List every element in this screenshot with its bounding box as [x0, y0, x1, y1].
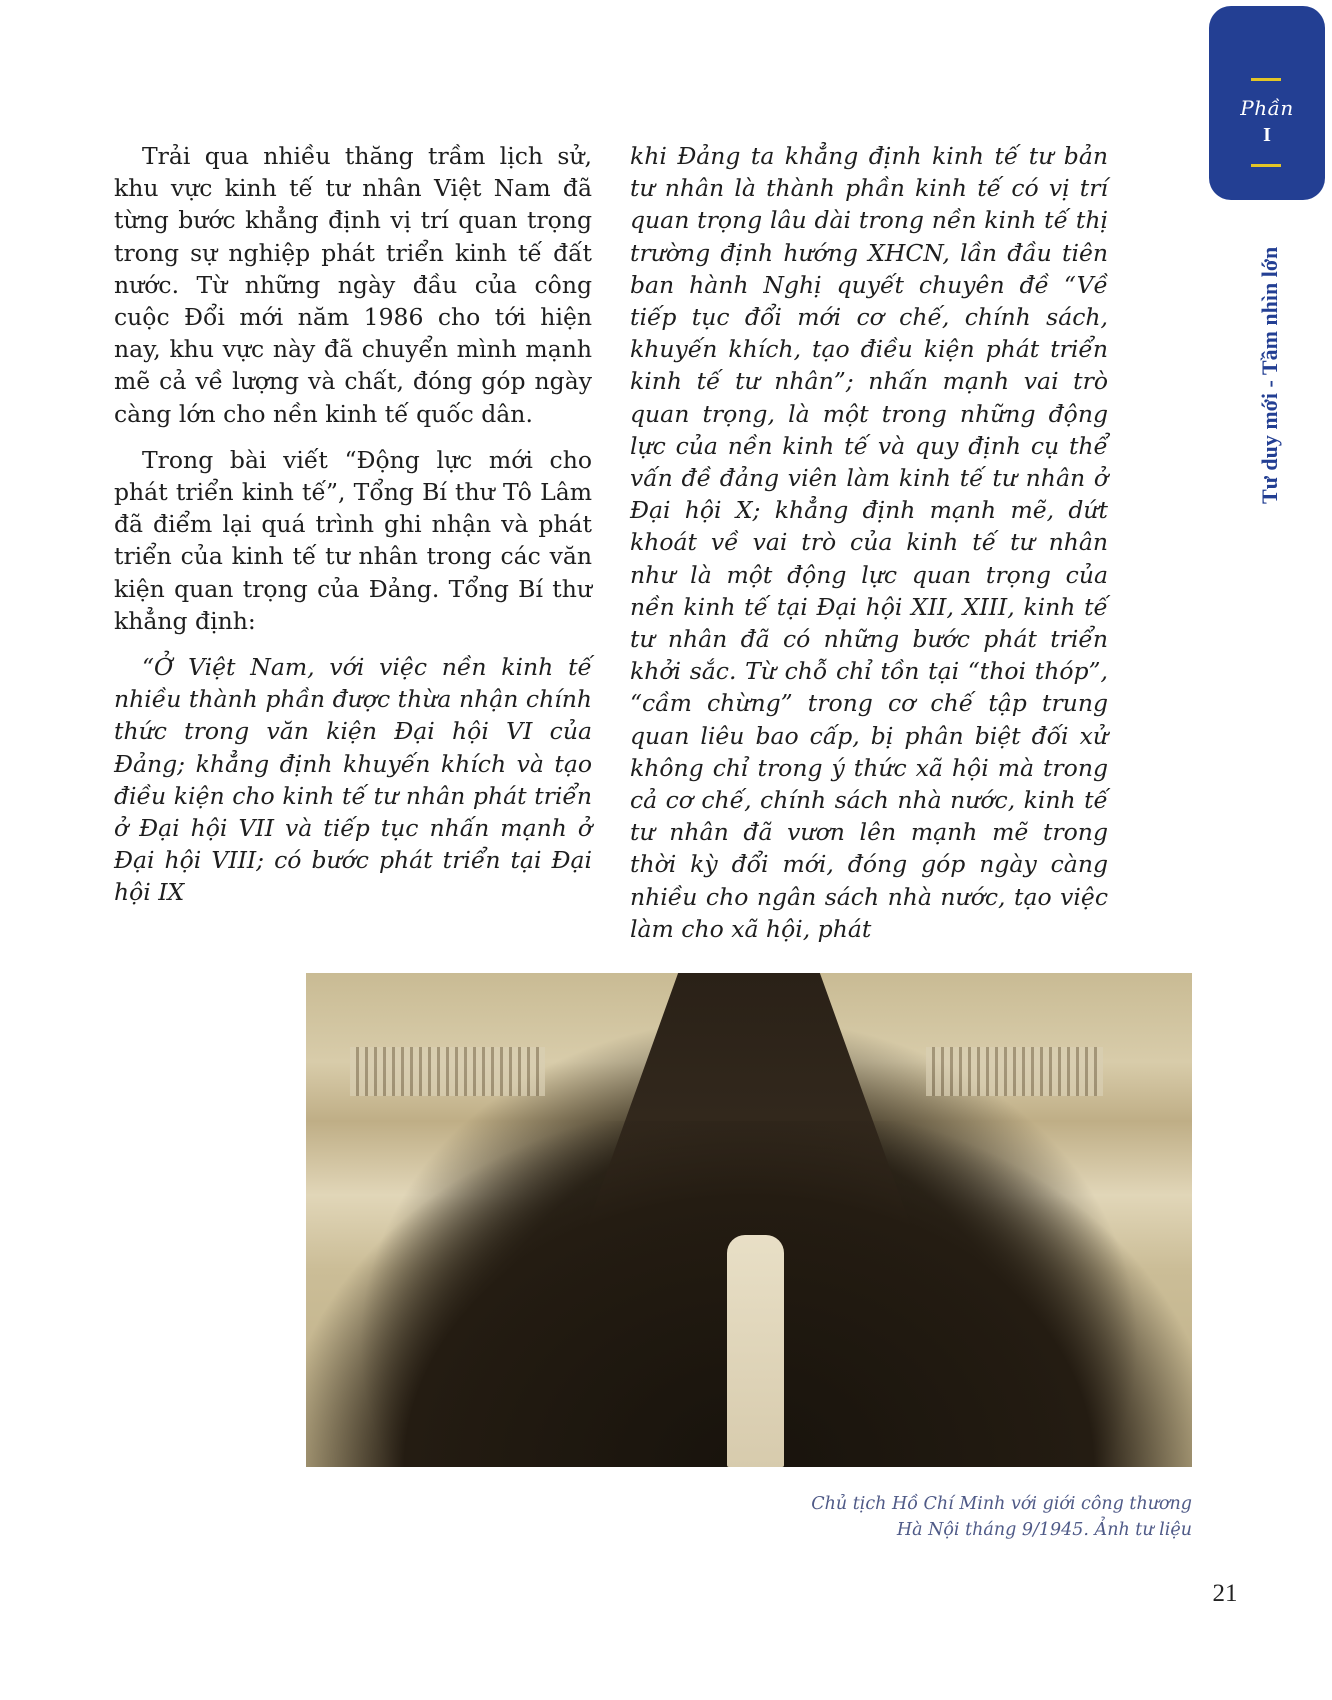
- running-title: Tư duy mới - Tầm nhìn lớn: [1257, 246, 1282, 504]
- photo-caption: [592, 1491, 1192, 1543]
- archival-photo: [306, 973, 1192, 1467]
- right-column: [630, 140, 1108, 959]
- section-number: I: [1263, 124, 1271, 146]
- caption-line-2: Hà Nội tháng 9/1945. Ảnh tư liệu: [896, 1520, 1192, 1540]
- page-number: 21: [1212, 1580, 1238, 1607]
- central-figure: [727, 1235, 785, 1467]
- body-paragraph-2: Trong bài viết “Động lực mới cho phát triển kinh tế”, Tổng Bí thư Tô Lâm đã điểm lại quá trình ghi nhận và phát triển của kinh tế tư nhân trong các văn kiện quan trọng của Đảng. Tổng Bí thư khẳng định:: [114, 445, 592, 635]
- accent-bar-top: [1251, 78, 1281, 81]
- left-column: [114, 140, 592, 923]
- section-tab: [1209, 6, 1325, 200]
- section-label: Phần: [1240, 96, 1294, 120]
- quote-paragraph: “Ở Việt Nam, với việc nền kinh tế nhiều thành phần được thừa nhận chính thức trong văn kiện Đại hội VI của Đảng; khẳng định khuyến khích và tạo điều kiện cho kinh tế tư nhân phát triển ở Đại hội VII và tiếp tục nhấn mạnh ở Đại hội VIII; có bước phát triển tại Đại hội IX: [114, 653, 592, 907]
- balustrade-right: [926, 1047, 1103, 1096]
- caption-line-1: Chủ tịch Hồ Chí Minh với giới công thương: [811, 1494, 1192, 1514]
- accent-bar-bottom: [1251, 164, 1281, 167]
- body-paragraph-1: Trải qua nhiều thăng trầm lịch sử, khu vực kinh tế tư nhân Việt Nam đã từng bước khẳng định vị trí quan trọng trong sự nghiệp phát triển kinh tế đất nước. Từ những ngày đầu của công cuộc Đổi mới năm 1986 cho tới hiện nay, khu vực này đã chuyển mình mạnh mẽ cả về lượng và chất, đóng góp ngày càng lớn cho nền kinh tế quốc dân.: [114, 142, 592, 428]
- balustrade-left: [350, 1047, 545, 1096]
- quote-continued: khi Đảng ta khẳng định kinh tế tư bản tư nhân là thành phần kinh tế có vị trí quan trọng lâu dài trong nền kinh tế thị trường định hướng XHCN, lần đầu tiên ban hành Nghị quyết chuyên đề “Về tiếp tục đổi mới cơ chế, chính sách, khuyến khích, tạo điều kiện phát triển kinh tế tư nhân”; nhấn mạnh vai trò quan trọng, là một trong những động lực của nền kinh tế và quy định cụ thể vấn đề đảng viên làm kinh tế tư nhân ở Đại hội X; khẳng định mạnh mẽ, dứt khoát về vai trò của kinh tế tư nhân như là một động lực quan trọng của nền kinh tế tại Đại hội XII, XIII, kinh tế tư nhân đã có những bước phát triển khởi sắc. Từ chỗ chỉ tồn tại “thoi thóp”, “cầm chừng” trong cơ chế tập trung quan liêu bao cấp, bị phân biệt đối xử không chỉ trong ý thức xã hội mà trong cả cơ chế, chính sách nhà nước, kinh tế tư nhân đã vươn lên mạnh mẽ trong thời kỳ đổi mới, đóng góp ngày càng nhiều cho ngân sách nhà nước, tạo việc làm cho xã hội, phát: [630, 142, 1108, 943]
